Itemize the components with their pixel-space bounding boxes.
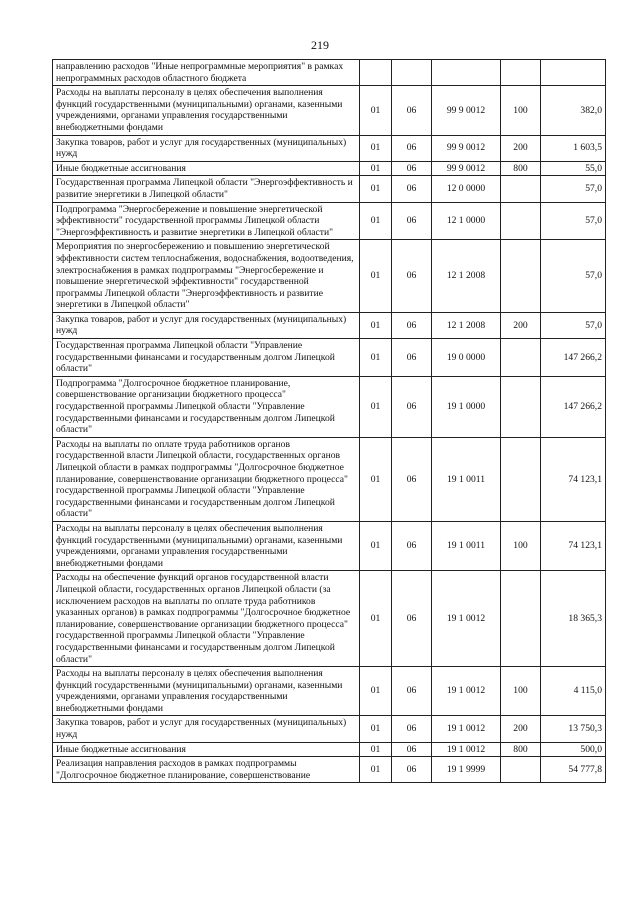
- target-article-code: 19 1 0012: [432, 571, 501, 667]
- section-code: 01: [360, 571, 392, 667]
- row-name: Государственная программа Липецкой области "Управление государственными финансами и государственным долгом Липецкой области": [53, 339, 360, 377]
- subsection-code: 06: [392, 757, 432, 783]
- page-number: 219: [311, 38, 329, 52]
- target-article-code: 19 1 0011: [432, 521, 501, 570]
- subsection-code: 06: [392, 240, 432, 313]
- row-name: Расходы на выплаты персоналу в целях обеспечения выполнения функций государственными (муниципальными) органами, казенными учреждениями, органами управления государственными внебюджетными фондами: [53, 521, 360, 570]
- target-article-code: 12 0 0000: [432, 176, 501, 202]
- target-article-code: 19 0 0000: [432, 339, 501, 377]
- section-code: 01: [360, 161, 392, 176]
- row-name: Иные бюджетные ассигнования: [53, 742, 360, 757]
- expense-type-code: [501, 376, 541, 437]
- subsection-code: 06: [392, 202, 432, 240]
- row-name: Закупка товаров, работ и услуг для государственных (муниципальных) нужд: [53, 135, 360, 161]
- subsection-code: 06: [392, 86, 432, 135]
- subsection-code: [392, 60, 432, 86]
- amount: 57,0: [541, 312, 606, 338]
- subsection-code: 06: [392, 376, 432, 437]
- target-article-code: 19 1 9999: [432, 757, 501, 783]
- subsection-code: 06: [392, 571, 432, 667]
- expense-type-code: [501, 339, 541, 377]
- target-article-code: 19 1 0011: [432, 437, 501, 521]
- table-row: [53, 202, 606, 240]
- table-row: [53, 86, 606, 135]
- row-name: Расходы на выплаты персоналу в целях обеспечения выполнения функций государственными (муниципальными) органами, казенными учреждениями, органами управления государственными внебюджетными фондами: [53, 86, 360, 135]
- row-name: Подпрограмма "Энергосбережение и повышение энергетической эффективности" государственной программы Липецкой области "Энергоэффективность и развитие энергетики в Липецкой области": [53, 202, 360, 240]
- table-row: [53, 60, 606, 86]
- amount: 1 603,5: [541, 135, 606, 161]
- table-row: [53, 437, 606, 521]
- expense-type-code: [501, 757, 541, 783]
- target-article-code: 19 1 0000: [432, 376, 501, 437]
- row-name: Мероприятия по энергосбережению и повышению энергетической эффективности систем теплоснабжения, водоснабжения, водоотведения, электроснабжения в рамках подпрограммы "Энергосбережение и повышение энергетической эффективности" государственной программы Липецкой области "Энергоэффективность и развитие энергетики в Липецкой области": [53, 240, 360, 313]
- subsection-code: 06: [392, 176, 432, 202]
- section-code: 01: [360, 86, 392, 135]
- expense-type-code: [501, 176, 541, 202]
- amount: 382,0: [541, 86, 606, 135]
- section-code: 01: [360, 437, 392, 521]
- table-row: [53, 571, 606, 667]
- row-name: направлению расходов "Иные непрограммные мероприятия" в рамках непрограммных расходов областного бюджета: [53, 60, 360, 86]
- subsection-code: 06: [392, 135, 432, 161]
- expense-type-code: [501, 571, 541, 667]
- section-code: 01: [360, 240, 392, 313]
- amount: 55,0: [541, 161, 606, 176]
- row-name: Закупка товаров, работ и услуг для государственных (муниципальных) нужд: [53, 312, 360, 338]
- section-code: [360, 60, 392, 86]
- table-row: [53, 757, 606, 783]
- target-article-code: 12 1 0000: [432, 202, 501, 240]
- subsection-code: 06: [392, 437, 432, 521]
- amount: 74 123,1: [541, 437, 606, 521]
- expense-type-code: 200: [501, 312, 541, 338]
- amount: 57,0: [541, 240, 606, 313]
- table-row: [53, 176, 606, 202]
- expense-type-code: 100: [501, 667, 541, 716]
- expense-type-code: 800: [501, 161, 541, 176]
- row-name: Расходы на выплаты персоналу в целях обеспечения выполнения функций государственными (муниципальными) органами, казенными учреждениями, органами управления государственными внебюджетными фондами: [53, 667, 360, 716]
- table-row: [53, 742, 606, 757]
- table-row: [53, 135, 606, 161]
- subsection-code: 06: [392, 667, 432, 716]
- section-code: 01: [360, 312, 392, 338]
- target-article-code: 19 1 0012: [432, 667, 501, 716]
- target-article-code: 99 9 0012: [432, 86, 501, 135]
- row-name: Государственная программа Липецкой области "Энергоэффективность и развитие энергетики в Липецкой области": [53, 176, 360, 202]
- expense-type-code: 100: [501, 521, 541, 570]
- expense-type-code: [501, 240, 541, 313]
- section-code: 01: [360, 202, 392, 240]
- row-name: Иные бюджетные ассигнования: [53, 161, 360, 176]
- amount: 4 115,0: [541, 667, 606, 716]
- table-row: [53, 667, 606, 716]
- table-row: [53, 376, 606, 437]
- row-name: Закупка товаров, работ и услуг для государственных (муниципальных) нужд: [53, 716, 360, 742]
- section-code: 01: [360, 742, 392, 757]
- amount: 54 777,8: [541, 757, 606, 783]
- expense-type-code: 800: [501, 742, 541, 757]
- subsection-code: 06: [392, 312, 432, 338]
- subsection-code: 06: [392, 716, 432, 742]
- table-row: [53, 161, 606, 176]
- amount: 57,0: [541, 176, 606, 202]
- target-article-code: 19 1 0012: [432, 716, 501, 742]
- section-code: 01: [360, 176, 392, 202]
- subsection-code: 06: [392, 339, 432, 377]
- target-article-code: 19 1 0012: [432, 742, 501, 757]
- section-code: 01: [360, 667, 392, 716]
- table-row: [53, 240, 606, 313]
- amount: 18 365,3: [541, 571, 606, 667]
- subsection-code: 06: [392, 742, 432, 757]
- section-code: 01: [360, 521, 392, 570]
- table-row: [53, 521, 606, 570]
- expense-type-code: [501, 202, 541, 240]
- row-name: Расходы на обеспечение функций органов государственной власти Липецкой области, государственных органов Липецкой области (за исключением расходов на выплаты по оплате труда работников указанных органов) в рамках подпрограммы "Долгосрочное бюджетное планирование, совершенствование организации бюджетного процесса" государственной программы Липецкой области "Управление государственными финансами и государственным долгом Липецкой области": [53, 571, 360, 667]
- section-code: 01: [360, 339, 392, 377]
- budget-table: [52, 59, 606, 783]
- amount: 57,0: [541, 202, 606, 240]
- row-name: Подпрограмма "Долгосрочное бюджетное планирование, совершенствование организации бюджетного процесса" государственной программы Липецкой области "Управление государственными финансами и государственным долгом Липецкой области": [53, 376, 360, 437]
- target-article-code: 99 9 0012: [432, 135, 501, 161]
- section-code: 01: [360, 716, 392, 742]
- amount: 500,0: [541, 742, 606, 757]
- row-name: Расходы на выплаты по оплате труда работников органов государственной власти Липецкой области, государственных органов Липецкой области в рамках подпрограммы "Долгосрочное бюджетное планирование, совершенствование организации бюджетного процесса" государственной программы Липецкой области "Управление государственными финансами и государственным долгом Липецкой области": [53, 437, 360, 521]
- expense-type-code: 100: [501, 86, 541, 135]
- table-row: [53, 339, 606, 377]
- target-article-code: 99 9 0012: [432, 161, 501, 176]
- table-row: [53, 312, 606, 338]
- section-code: 01: [360, 376, 392, 437]
- section-code: 01: [360, 135, 392, 161]
- expense-type-code: 200: [501, 716, 541, 742]
- amount: 13 750,3: [541, 716, 606, 742]
- section-code: 01: [360, 757, 392, 783]
- expense-type-code: 200: [501, 135, 541, 161]
- subsection-code: 06: [392, 161, 432, 176]
- amount: [541, 60, 606, 86]
- amount: 147 266,2: [541, 376, 606, 437]
- table-row: [53, 716, 606, 742]
- target-article-code: 12 1 2008: [432, 240, 501, 313]
- target-article-code: 12 1 2008: [432, 312, 501, 338]
- expense-type-code: [501, 60, 541, 86]
- subsection-code: 06: [392, 521, 432, 570]
- amount: 74 123,1: [541, 521, 606, 570]
- amount: 147 266,2: [541, 339, 606, 377]
- row-name: Реализация направления расходов в рамках подпрограммы "Долгосрочное бюджетное планирование, совершенствование: [53, 757, 360, 783]
- target-article-code: [432, 60, 501, 86]
- expense-type-code: [501, 437, 541, 521]
